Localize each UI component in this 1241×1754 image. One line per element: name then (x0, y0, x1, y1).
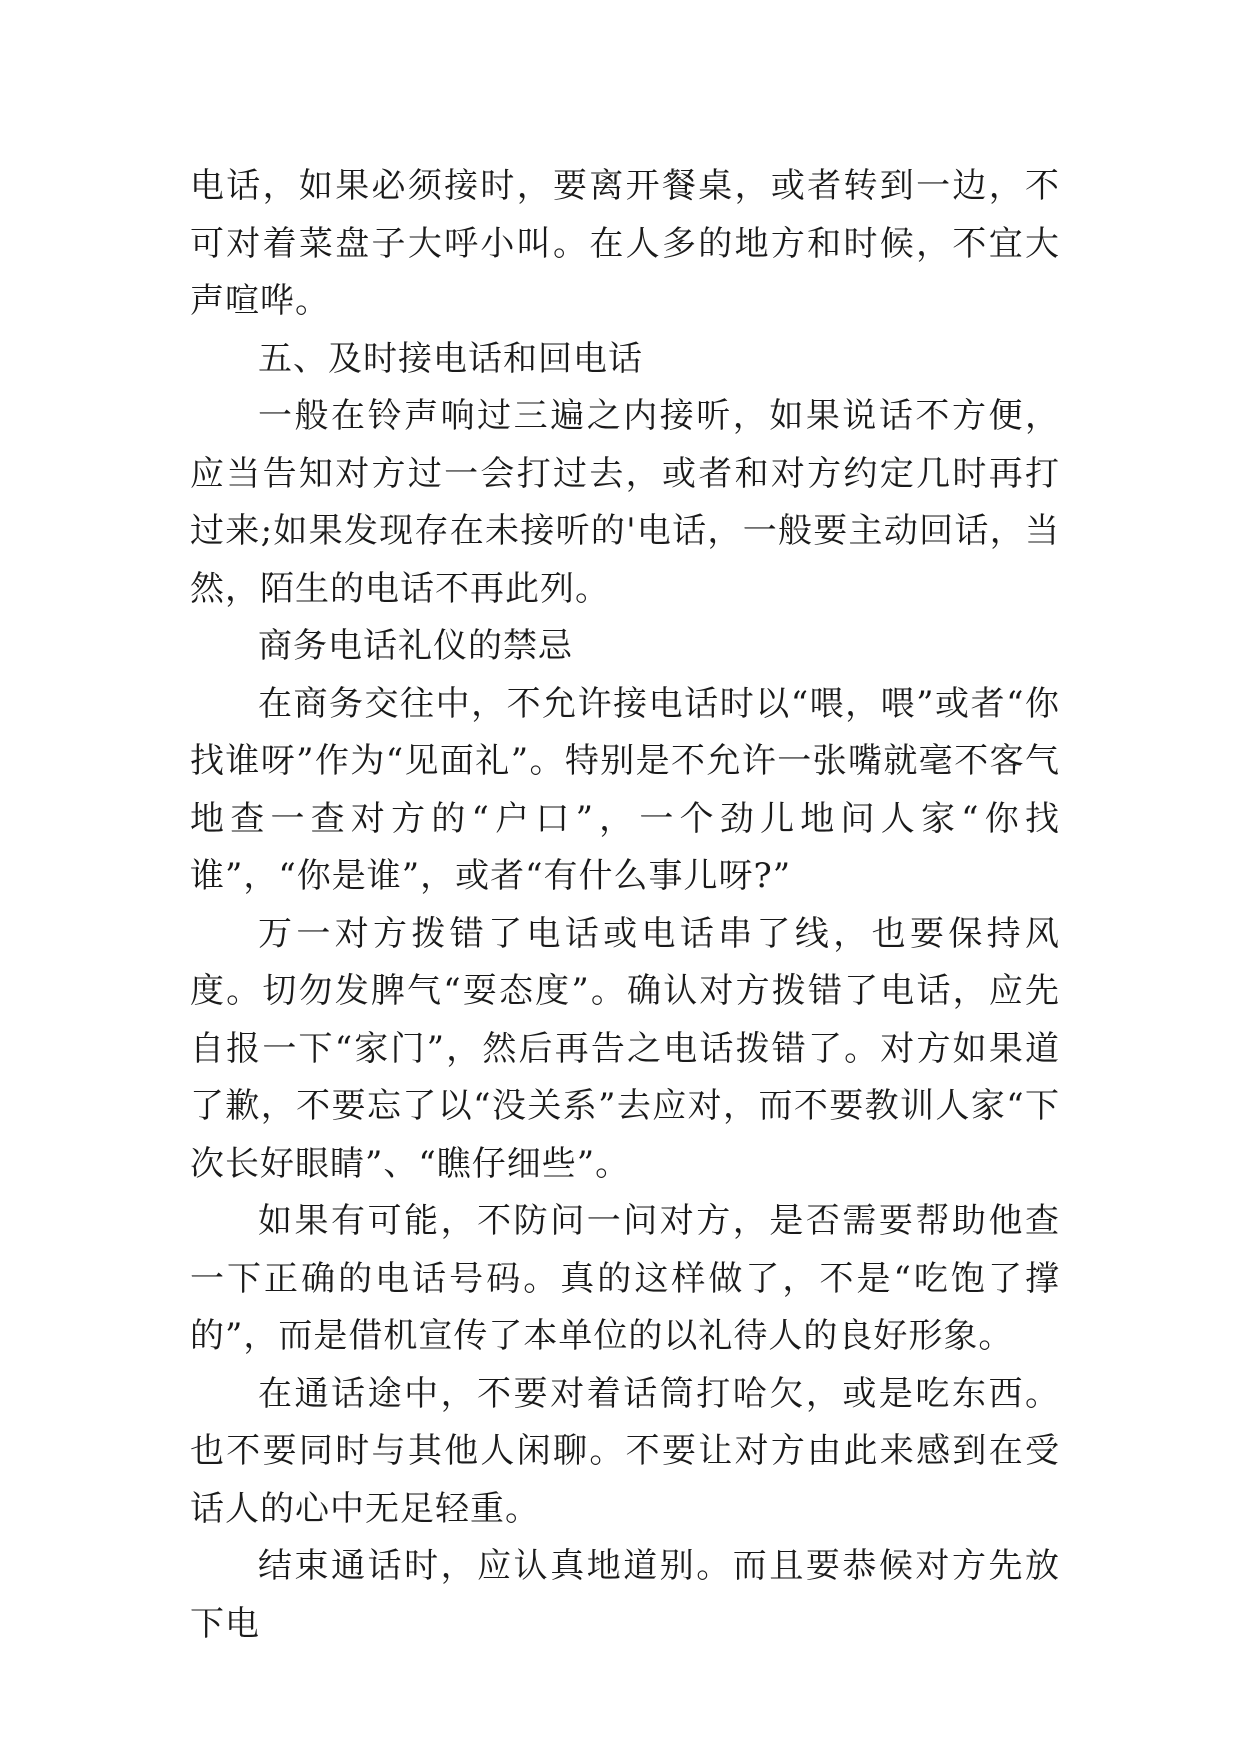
paragraph: 结束通话时，应认真地道别。而且要恭候对方先放下电 (190, 1546, 1060, 1644)
paragraph: 在商务交往中，不允许接电话时以“喂，喂”或者“你找谁呀”作为“见面礼”。特别是不允许一张嘴就毫不客气地查一查对方的“户口”，一个劲儿地问人家“你找谁”，“你是谁”，或者“有什么事儿呀?” (190, 683, 1060, 896)
paragraph: 一般在铃声响过三遍之内接听，如果说话不方便，应当告知对方过一会打过去，或者和对方约定几时再打过来;如果发现存在未接听的'电话，一般要主动回话，当然，陌生的电话不再此列。 (190, 396, 1060, 609)
paragraph: 如果有可能，不防问一问对方，是否需要帮助他查一下正确的电话号码。真的这样做了，不是“吃饱了撑的”，而是借机宣传了本单位的以礼待人的良好形象。 (190, 1201, 1060, 1356)
document-page (190, 158, 1060, 1653)
paragraph: 万一对方拨错了电话或电话串了线，也要保持风度。切勿发脾气“耍态度”。确认对方拨错了电话，应先自报一下“家门”，然后再告之电话拨错了。对方如果道了歉，不要忘了以“没关系”去应对，而不要教训人家“下次长好眼睛”、“瞧仔细些”。 (190, 913, 1060, 1184)
paragraph: 在通话途中，不要对着话筒打哈欠，或是吃东西。也不要同时与其他人闲聊。不要让对方由此来感到在受话人的心中无足轻重。 (190, 1373, 1060, 1529)
section-heading-taboos: 商务电话礼仪的禁忌 (258, 626, 573, 666)
paragraph-continued: 电话，如果必须接时，要离开餐桌，或者转到一边，不可对着菜盘子大呼小叫。在人多的地方和时候，不宜大声喧哗。 (190, 166, 1060, 321)
section-heading-answer-and-return-calls: 五、及时接电话和回电话 (258, 338, 643, 379)
